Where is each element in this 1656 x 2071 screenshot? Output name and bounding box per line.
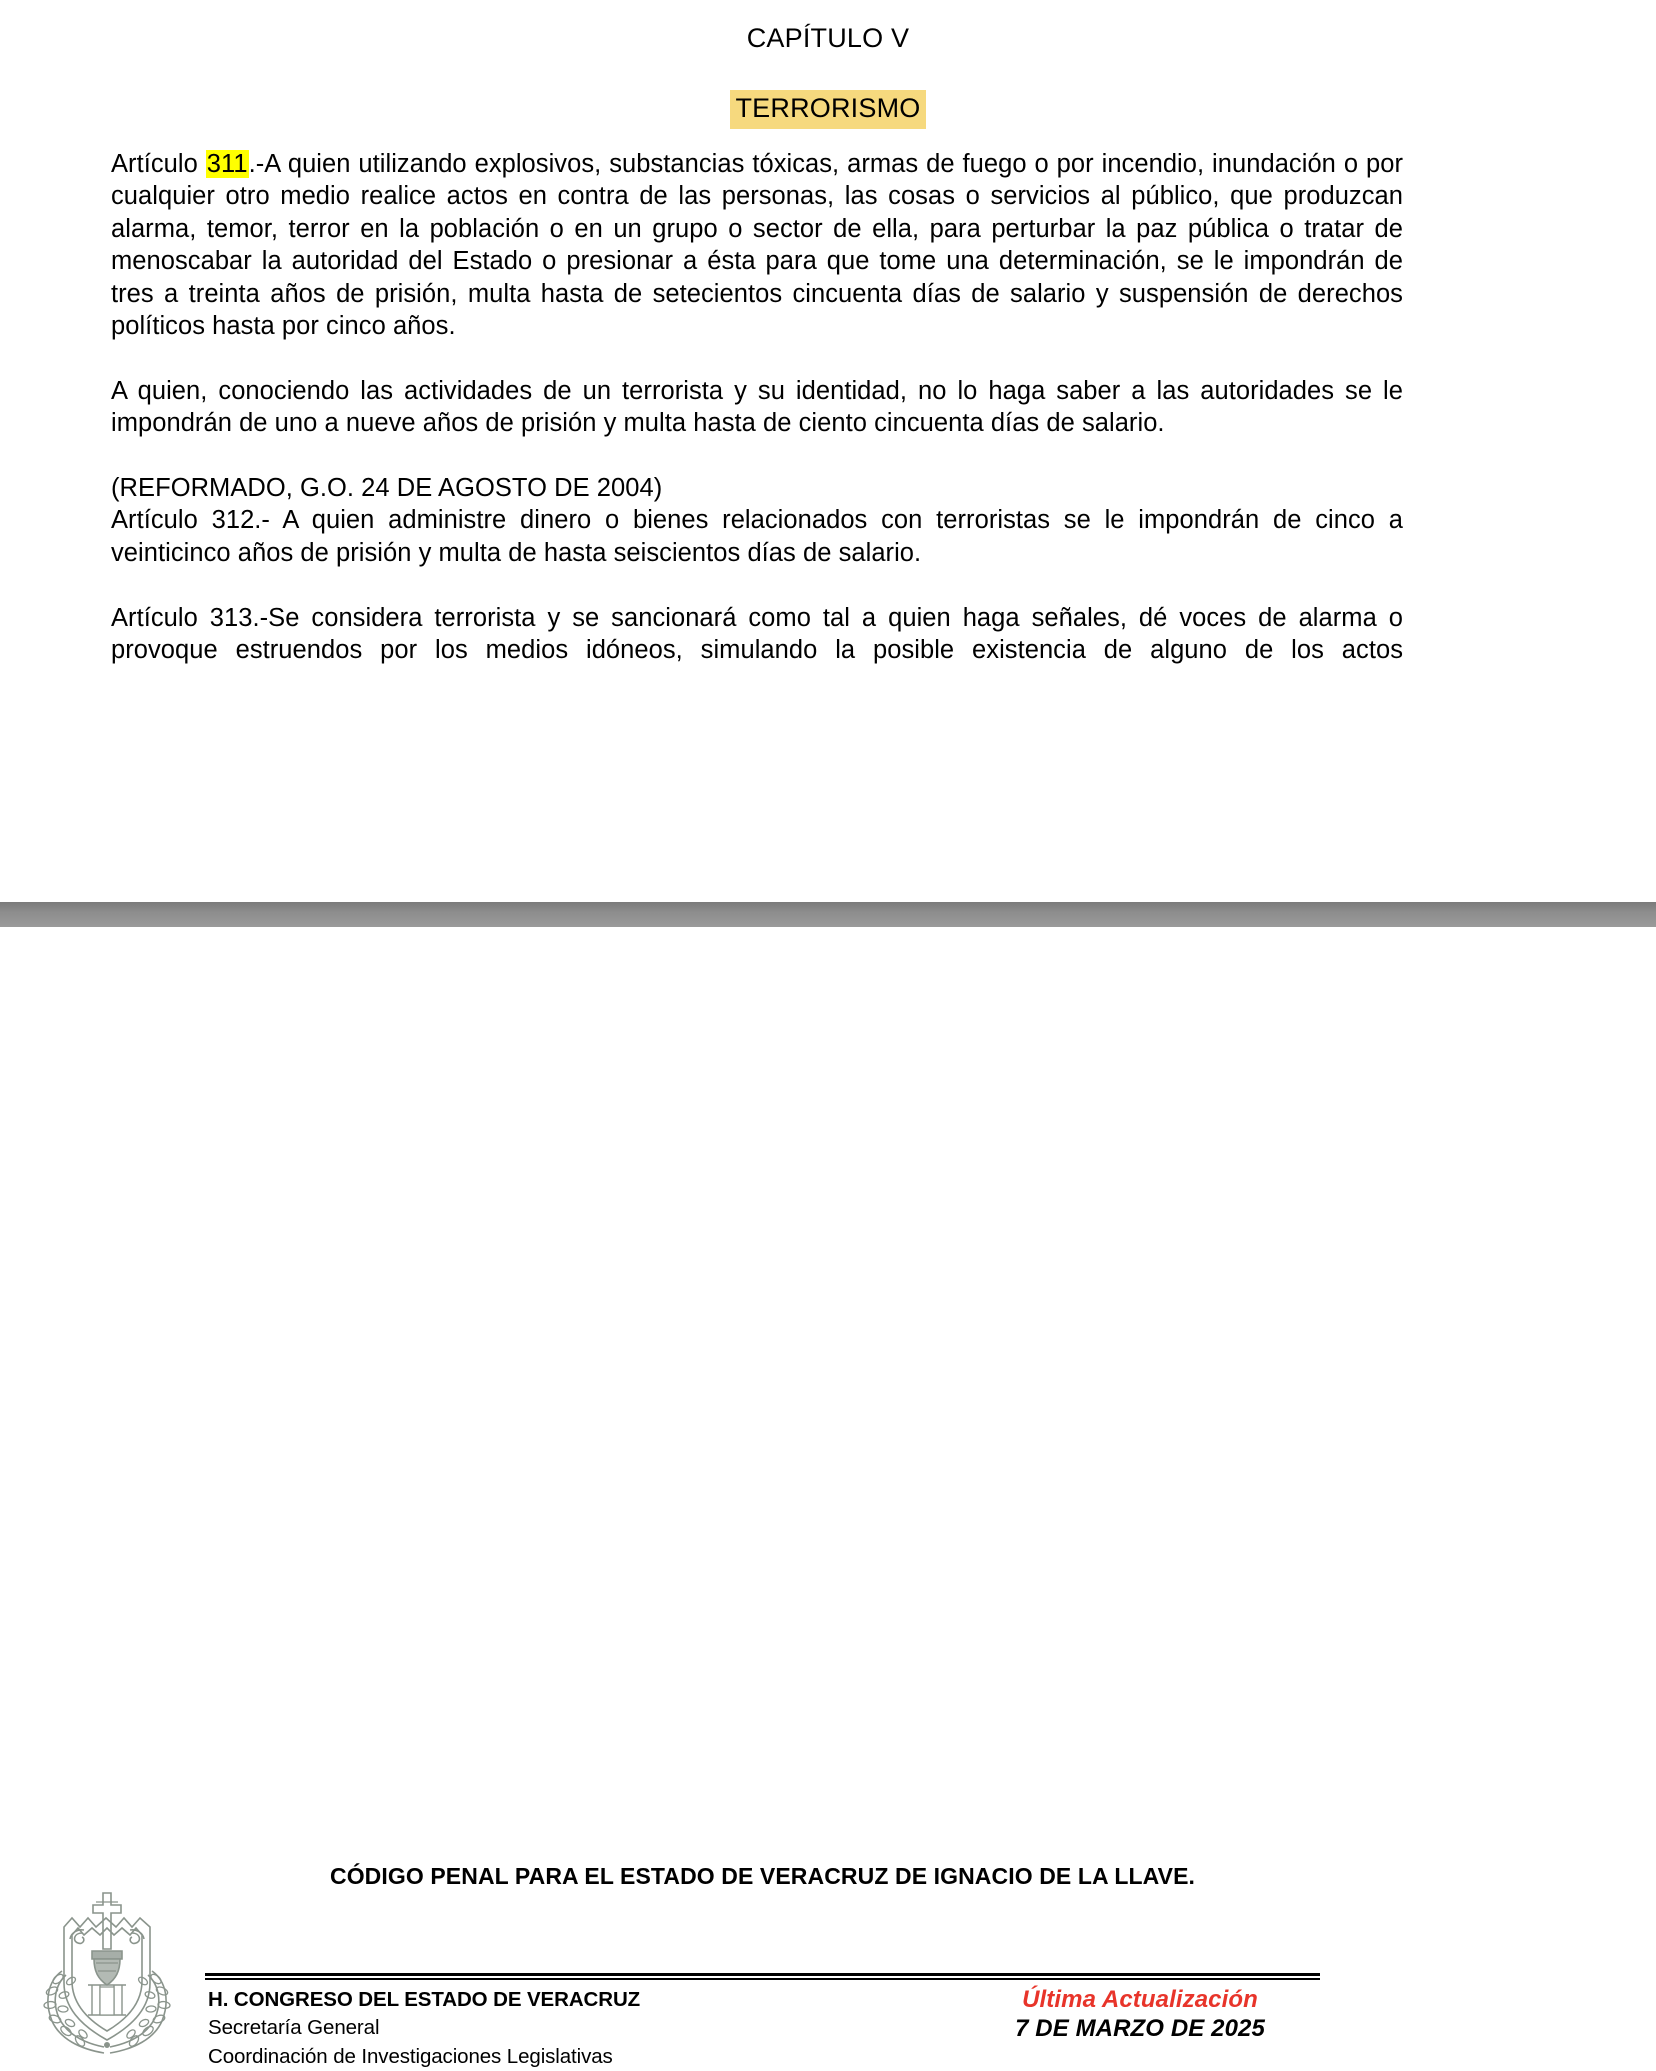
footer-organization-name: H. CONGRESO DEL ESTADO DE VERACRUZ <box>208 1988 641 2011</box>
coat-of-arms-icon <box>22 1875 192 2061</box>
article-311-text: .-A quien utilizando explosivos, substancias tóxicas, armas de fuego o por incendio, inundación o por cualquier otro medio realice actos en contra de las personas, las cosas o servicios al público, que produzcan alarma, temor, terror en la población o en un grupo o sector de ella, para perturbar la paz pública o tratar de menoscabar la autoridad del Estado o presionar a ésta para que tome una determinación, se le impondrán de tres a treinta años de prisión, multa hasta de setecientos cincuenta días de salario y suspensión de derechos políticos hasta por cinco años. <box>111 150 1403 341</box>
footer-divider-bar <box>0 902 1656 927</box>
chapter-title: CAPÍTULO V <box>746 23 910 53</box>
section-title-highlighted: TERRORISMO <box>730 90 925 129</box>
paragraph-spacer <box>111 569 1403 601</box>
reform-note: (REFORMADO, G.O. 24 DE AGOSTO DE 2004) <box>111 474 663 503</box>
footer-update-block <box>960 1985 1320 2044</box>
article-312-paragraph: Artículo 312.- A quien administre dinero o bienes relacionados con terroristas se le impondrán de cinco a veinticinco años de prisión y multa de hasta seiscientos días de salario. <box>111 506 1403 567</box>
section-title-container <box>0 90 1656 129</box>
last-update-date: 7 DE MARZO DE 2025 <box>1015 2015 1265 2043</box>
document-body <box>0 0 1656 665</box>
article-311-paragraph <box>111 148 1403 342</box>
article-313-paragraph: Artículo 313.-Se considera terrorista y se sancionará como tal a quien haga señales, dé voces de alarma o provoque estruendos por los medios idóneos, simulando la posible existencia de alguno de los actos <box>111 603 1403 665</box>
article-311-label: Artículo <box>111 150 206 178</box>
footer-organization-block <box>208 1987 908 2071</box>
footer-document-title: CÓDIGO PENAL PARA EL ESTADO DE VERACRUZ DE IGNACIO DE LA LLAVE. <box>329 1863 1196 1889</box>
last-update-label: Última Actualización <box>1022 1986 1258 2013</box>
footer-department: Secretaría General <box>208 2016 380 2040</box>
footer-unit: Coordinación de Investigaciones Legislativas <box>208 2045 613 2069</box>
paragraph-spacer <box>111 342 1403 374</box>
paragraph-2: A quien, conociendo las actividades de un terrorista y su identidad, no lo haga saber a las autoridades se le impondrán de uno a nueve años de prisión y multa hasta de ciento cincuenta días de salario. <box>111 376 1403 438</box>
page-footer <box>0 927 1656 2069</box>
footer-double-rule <box>205 1973 1320 1980</box>
paragraph-spacer <box>111 440 1403 472</box>
article-311-number-highlighted: 311 <box>206 150 248 178</box>
article-content <box>111 148 1403 666</box>
